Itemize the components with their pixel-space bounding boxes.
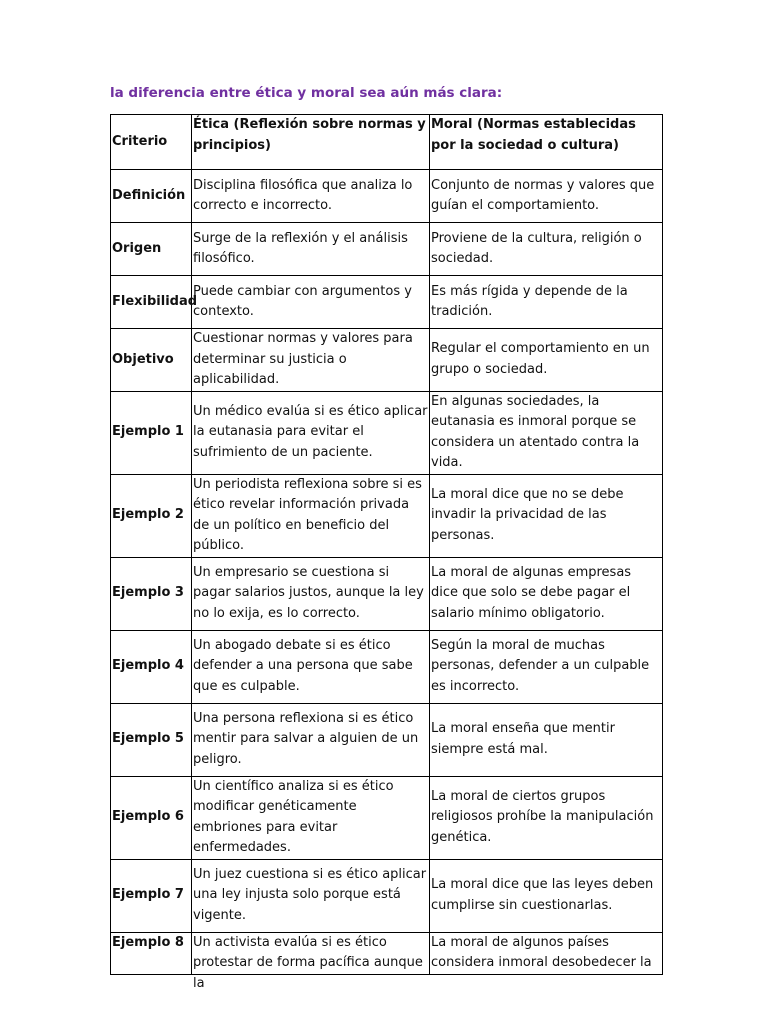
row-etica-cell: Un periodista reflexiona sobre si es ético revelar información privada de un político en beneficio del público. bbox=[192, 474, 430, 557]
row-criterion: Ejemplo 4 bbox=[111, 630, 192, 703]
table-row bbox=[111, 776, 663, 859]
table-row bbox=[111, 932, 663, 974]
table-row bbox=[111, 276, 663, 329]
row-criterion bbox=[111, 932, 192, 974]
table-row bbox=[111, 630, 663, 703]
row-criterion: Ejemplo 1 bbox=[111, 391, 192, 474]
row-moral-cell: Regular el comportamiento en un grupo o sociedad. bbox=[430, 329, 663, 392]
row-etica-cell: Cuestionar normas y valores para determinar su justicia o aplicabilidad. bbox=[192, 329, 430, 392]
row-moral-cell: Según la moral de muchas personas, defender a un culpable es incorrecto. bbox=[430, 630, 663, 703]
row-criterion: Ejemplo 5 bbox=[111, 703, 192, 776]
row-moral-cell: Proviene de la cultura, religión o sociedad. bbox=[430, 223, 663, 276]
page-heading: la diferencia entre ética y moral sea aún más clara: bbox=[110, 85, 503, 101]
row-criterion: Definición bbox=[111, 170, 192, 223]
header-criterio: Criterio bbox=[111, 115, 192, 170]
row-etica-text: Un activista evalúa si es ético protestar de forma pacífica aunque la bbox=[193, 934, 423, 991]
row-criterion: Objetivo bbox=[111, 329, 192, 392]
row-etica-cell: Un médico evalúa si es ético aplicar la eutanasia para evitar el sufrimiento de un paciente. bbox=[192, 391, 430, 474]
table-row bbox=[111, 329, 663, 392]
row-criterion: Origen bbox=[111, 223, 192, 276]
table-header-row bbox=[111, 115, 663, 170]
row-etica-cell: Disciplina filosófica que analiza lo correcto e incorrecto. bbox=[192, 170, 430, 223]
table-row bbox=[111, 557, 663, 630]
row-moral-cell: Conjunto de normas y valores que guían el comportamiento. bbox=[430, 170, 663, 223]
header-moral: Moral (Normas establecidas por la sociedad o cultura) bbox=[430, 115, 663, 170]
row-moral-cell: La moral de algunas empresas dice que solo se debe pagar el salario mínimo obligatorio. bbox=[430, 557, 663, 630]
table-row bbox=[111, 223, 663, 276]
row-moral-cell: En algunas sociedades, la eutanasia es inmoral porque se considera un atentado contra la vida. bbox=[430, 391, 663, 474]
row-etica-cell: Un científico analiza si es ético modificar genéticamente embriones para evitar enfermedades. bbox=[192, 776, 430, 859]
row-moral-cell: La moral de ciertos grupos religiosos prohíbe la manipulación genética. bbox=[430, 776, 663, 859]
row-etica-cell: Puede cambiar con argumentos y contexto. bbox=[192, 276, 430, 329]
row-moral-cell: La moral enseña que mentir siempre está mal. bbox=[430, 703, 663, 776]
row-moral-cell: La moral dice que las leyes deben cumplirse sin cuestionarlas. bbox=[430, 859, 663, 932]
row-moral-text: La moral de algunos países considera inmoral desobedecer la bbox=[431, 934, 652, 970]
table-row bbox=[111, 859, 663, 932]
row-etica-cell: Una persona reflexiona si es ético mentir para salvar a alguien de un peligro. bbox=[192, 703, 430, 776]
table-row bbox=[111, 474, 663, 557]
row-criterion: Ejemplo 7 bbox=[111, 859, 192, 932]
row-etica-cell bbox=[192, 932, 430, 991]
row-criterion-text: Ejemplo 8 bbox=[112, 934, 184, 950]
comparison-table bbox=[110, 114, 663, 991]
row-moral-cell bbox=[430, 932, 663, 974]
row-etica-cell: Un abogado debate si es ético defender a una persona que sabe que es culpable. bbox=[192, 630, 430, 703]
row-etica-cell: Un juez cuestiona si es ético aplicar una ley injusta solo porque está vigente. bbox=[192, 859, 430, 932]
row-criterion: Ejemplo 3 bbox=[111, 557, 192, 630]
table-row bbox=[111, 703, 663, 776]
row-etica-cell: Surge de la reflexión y el análisis filosófico. bbox=[192, 223, 430, 276]
row-criterion: Flexibilidad bbox=[111, 276, 192, 329]
table-row bbox=[111, 170, 663, 223]
header-etica: Ética (Reflexión sobre normas y principios) bbox=[192, 115, 430, 170]
table-row bbox=[111, 391, 663, 474]
row-moral-cell: Es más rígida y depende de la tradición. bbox=[430, 276, 663, 329]
row-moral-cell: La moral dice que no se debe invadir la privacidad de las personas. bbox=[430, 474, 663, 557]
row-criterion: Ejemplo 6 bbox=[111, 776, 192, 859]
row-etica-cell: Un empresario se cuestiona si pagar salarios justos, aunque la ley no lo exija, es lo correcto. bbox=[192, 557, 430, 630]
row-criterion: Ejemplo 2 bbox=[111, 474, 192, 557]
